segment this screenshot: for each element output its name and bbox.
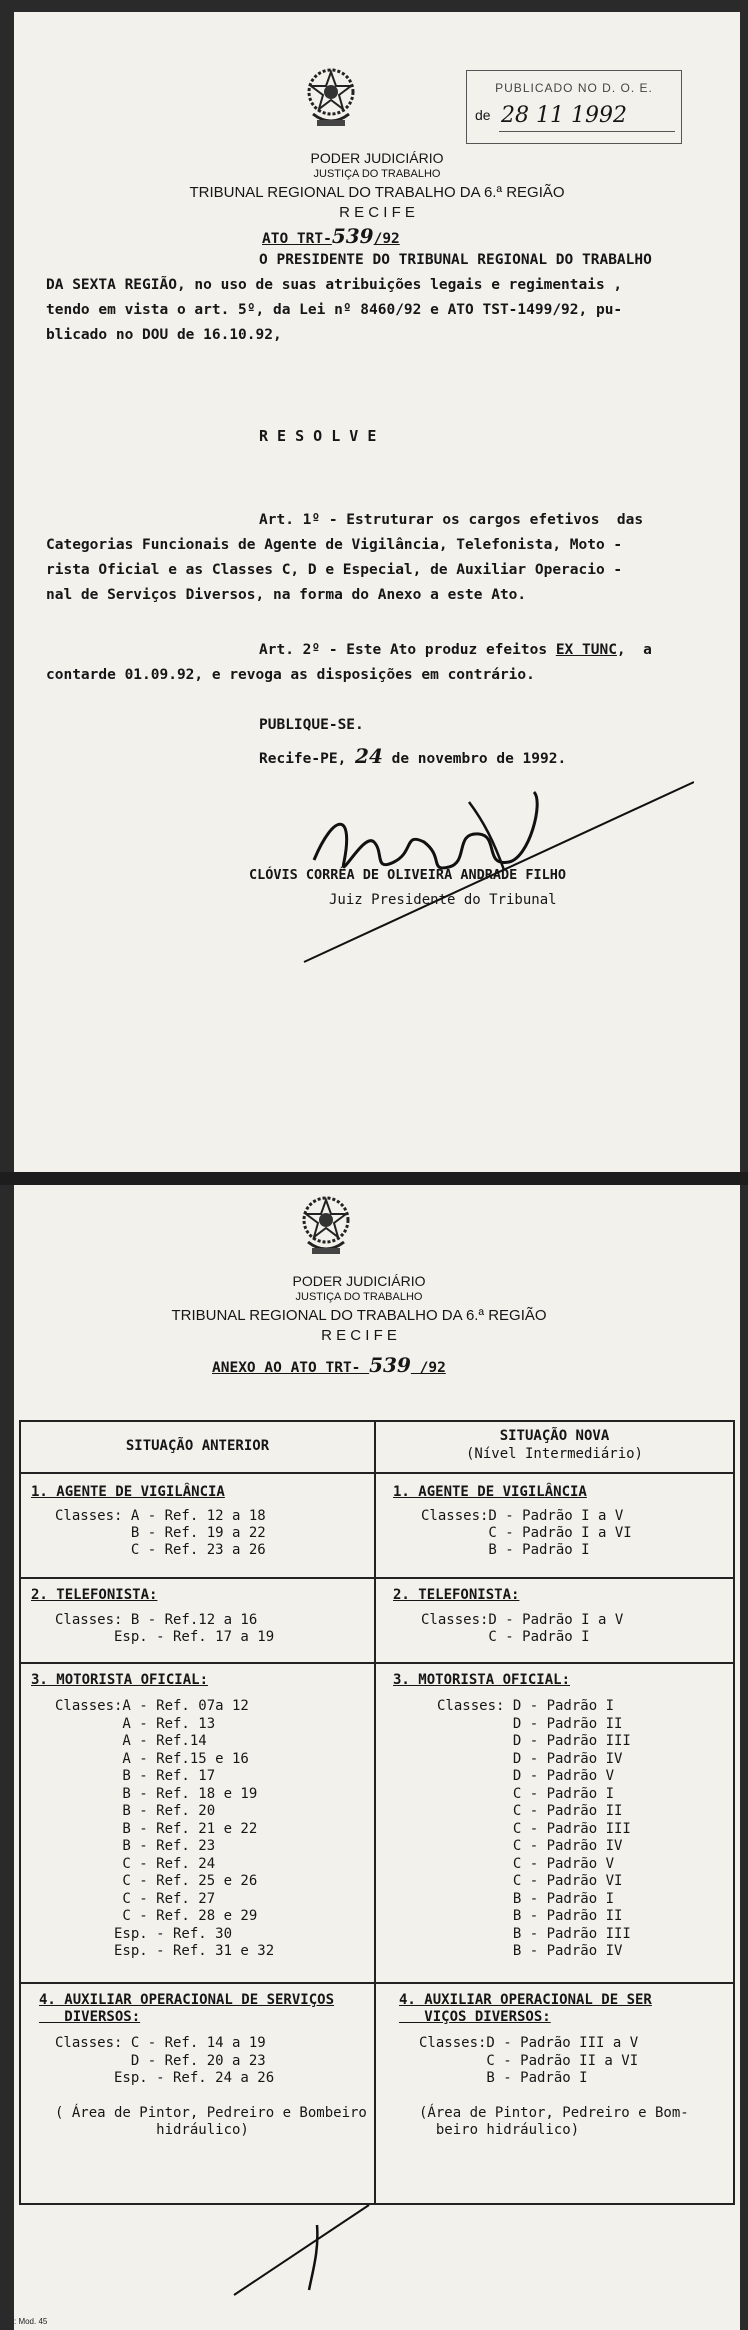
coat-of-arms-emblem: [299, 62, 363, 132]
signer-name: CLÓVIS CORRÊA DE OLIVEIRA ANDRADE FILHO: [249, 867, 566, 883]
section-3-right-line: B - Padrão II: [437, 1908, 623, 1924]
section-2-left-line: Classes: B - Ref.12 a 16: [55, 1612, 258, 1628]
section-3-left-line: C - Ref. 27: [55, 1890, 216, 1907]
stamp-de: de: [475, 107, 491, 123]
signature-date: [259, 744, 566, 768]
section-3-right-line: C - Padrão IV: [437, 1838, 623, 1854]
annex-table: [19, 1420, 735, 2205]
section-4-left-list: [55, 2035, 367, 2140]
act-title-prefix: ATO TRT-: [262, 231, 332, 247]
section-3-left-line: B - Ref. 21 e 22: [55, 1820, 258, 1837]
section-2-left-title: 2. TELEFONISTA:: [31, 1587, 158, 1603]
art2-text-a: Art. 2º - Este Ato produz efeitos: [259, 642, 556, 658]
section-1-left-title: 1. AGENTE DE VIGILÂNCIA: [31, 1484, 225, 1500]
section-3-right-line: C - Padrão III: [437, 1820, 631, 1837]
signer-role: Juiz Presidente do Tribunal: [329, 892, 557, 908]
publication-stamp: [466, 70, 682, 144]
section-2-right-title: 2. TELEFONISTA:: [393, 1587, 520, 1603]
document-page-1: [14, 12, 740, 1172]
section-4-left-line: [55, 2088, 367, 2105]
section-1-left-line: B - Ref. 19 a 22: [55, 1525, 266, 1541]
section-4-right-line: beiro hidráulico): [419, 2122, 580, 2138]
section-2-right-line: Classes:D - Padrão I a V: [421, 1612, 624, 1628]
act-title: [262, 224, 400, 248]
table-row-divider: [21, 1982, 733, 1984]
section-3-right-line: C - Padrão V: [437, 1855, 615, 1872]
table-row-divider: [21, 1472, 733, 1474]
preamble-line-1: O PRESIDENTE DO TRIBUNAL REGIONAL DO TRABALHO: [259, 252, 652, 268]
section-3-right-title: 3. MOTORISTA OFICIAL:: [393, 1672, 571, 1688]
header-recife: R E C I F E: [321, 1327, 397, 1344]
section-2-left-line: Esp. - Ref. 17 a 19: [55, 1629, 275, 1645]
section-4-left-line: hidráulico): [55, 2122, 249, 2138]
section-3-right-line: C - Padrão I: [437, 1785, 615, 1802]
preamble-line-4: blicado no DOU de 16.10.92,: [46, 327, 282, 343]
section-3-right-line: D - Padrão II: [437, 1715, 623, 1732]
section-3-left-line: C - Ref. 28 e 29: [55, 1908, 258, 1924]
section-3-left-list: [55, 1698, 274, 1961]
date-suffix: de novembro de 1992.: [382, 751, 567, 767]
header-tribunal: TRIBUNAL REGIONAL DO TRABALHO DA 6.ª REGIÃO: [171, 1307, 547, 1324]
section-3-right-line: B - Padrão I: [437, 1890, 615, 1907]
header-justica: JUSTIÇA DO TRABALHO: [313, 168, 441, 180]
handwritten-initial-mark: [229, 2195, 379, 2305]
art2-text-c: , a: [616, 642, 652, 658]
section-4-left-line: ( Área de Pintor, Pedreiro e Bombeiro: [55, 2104, 367, 2121]
column-header-nivel: (Nível Intermediário): [465, 1446, 643, 1462]
section-4-right-title-2: VIÇOS DIVERSOS:: [399, 2009, 551, 2025]
header-justica: JUSTIÇA DO TRABALHO: [295, 1291, 423, 1303]
section-3-left-line: C - Ref. 25 e 26: [55, 1873, 258, 1889]
section-4-left-title-2: DIVERSOS:: [39, 2009, 141, 2025]
section-4-right-line: (Área de Pintor, Pedreiro e Bom-: [419, 2104, 689, 2121]
section-3-left-line: C - Ref. 24: [55, 1855, 216, 1872]
art1-line-2: Categorias Funcionais de Agente de Vigilância, Telefonista, Moto -: [46, 537, 623, 553]
header-tribunal: TRIBUNAL REGIONAL DO TRABALHO DA 6.ª REGIÃO: [189, 184, 565, 201]
art2-line-2: contarde 01.09.92, e revoga as disposições em contrário.: [46, 667, 535, 683]
section-3-right-line: C - Padrão VI: [437, 1873, 623, 1889]
art2-ex-tunc: EX TUNC: [555, 642, 617, 658]
section-3-left-line: Esp. - Ref. 31 e 32: [55, 1943, 275, 1959]
preamble-line-2: DA SEXTA REGIÃO, no uso de suas atribuições legais e regimentais ,: [46, 277, 623, 293]
annex-title-prefix: ANEXO AO ATO TRT-: [212, 1360, 370, 1376]
section-3-right-line: C - Padrão II: [437, 1803, 623, 1819]
annex-title: [212, 1353, 446, 1377]
art1-line-4: nal de Serviços Diversos, na forma do Anexo a este Ato.: [46, 587, 527, 603]
act-number: 539: [331, 224, 374, 248]
date-day: 24: [355, 744, 383, 768]
section-1-right-line: Classes:D - Padrão I a V: [421, 1508, 624, 1524]
header-poder-judiciario: PODER JUDICIÁRIO: [292, 1273, 426, 1289]
page-separator: [0, 1172, 748, 1185]
annex-number: 539: [369, 1353, 411, 1377]
section-4-right-line: C - Padrão II a VI: [419, 2052, 639, 2069]
table-row-divider: [21, 1577, 733, 1579]
annex-title-suffix: /92: [410, 1360, 446, 1376]
section-1-right-line: C - Padrão I a VI: [421, 1525, 632, 1541]
section-1-right-title: 1. AGENTE DE VIGILÂNCIA: [393, 1484, 587, 1500]
section-3-right-list: [437, 1698, 631, 1961]
section-3-right-line: D - Padrão IV: [437, 1750, 623, 1767]
header-recife: R E C I F E: [339, 204, 415, 221]
section-4-left-line: Classes: C - Ref. 14 a 19: [55, 2035, 266, 2051]
section-1-left-line: Classes: A - Ref. 12 a 18: [55, 1508, 266, 1524]
stamp-label: PUBLICADO NO D. O. E.: [495, 81, 653, 95]
section-3-left-line: A - Ref. 13: [55, 1715, 216, 1732]
column-header-anterior: SITUAÇÃO ANTERIOR: [125, 1438, 270, 1454]
section-4-right-line: Classes:D - Padrão III a V: [419, 2035, 639, 2051]
section-4-left-line: D - Ref. 20 a 23: [55, 2052, 266, 2069]
section-3-right-line: D - Padrão V: [437, 1768, 615, 1784]
section-3-left-line: Classes:A - Ref. 07a 12: [55, 1698, 249, 1714]
section-4-left-line: Esp. - Ref. 24 a 26: [55, 2070, 275, 2086]
header-poder-judiciario: PODER JUDICIÁRIO: [310, 150, 444, 166]
date-prefix: Recife-PE,: [259, 751, 356, 767]
resolve-heading: R E S O L V E: [259, 427, 377, 445]
section-3-left-line: B - Ref. 23: [55, 1838, 216, 1854]
stamp-underline: [499, 131, 675, 132]
section-3-right-line: D - Padrão III: [437, 1733, 631, 1749]
section-1-right-line: B - Padrão I: [421, 1542, 590, 1558]
section-2-right-line: C - Padrão I: [421, 1629, 590, 1645]
section-1-left-line: C - Ref. 23 a 26: [55, 1542, 266, 1558]
section-3-left-line: B - Ref. 18 e 19: [55, 1785, 258, 1802]
section-4-right-line: B - Padrão I: [419, 2070, 588, 2086]
art1-line-3: rista Oficial e as Classes C, D e Especial, de Auxiliar Operacio -: [46, 562, 623, 578]
art1-line-1: Art. 1º - Estruturar os cargos efetivos das: [259, 512, 644, 528]
act-title-suffix: /92: [373, 231, 400, 247]
publique-se: PUBLIQUE-SE.: [259, 717, 364, 733]
section-3-left-line: B - Ref. 17: [55, 1768, 216, 1784]
section-3-left-line: A - Ref.14: [55, 1733, 207, 1749]
section-3-left-line: Esp. - Ref. 30: [55, 1925, 233, 1942]
section-4-right-list: [419, 2035, 689, 2140]
art2-line-1: [259, 642, 652, 658]
section-3-right-line: B - Padrão III: [437, 1925, 631, 1942]
section-3-left-line: A - Ref.15 e 16: [55, 1750, 249, 1767]
section-3-right-line: Classes: D - Padrão I: [437, 1698, 615, 1714]
table-column-divider: [374, 1422, 376, 2203]
form-footer: : Mod. 45: [14, 2317, 48, 2326]
column-header-nova: SITUAÇÃO NOVA: [499, 1428, 610, 1444]
table-row-divider: [21, 1662, 733, 1664]
section-4-right-title: 4. AUXILIAR OPERACIONAL DE SER: [399, 1992, 652, 2008]
preamble-line-3: tendo em vista o art. 5º, da Lei nº 8460/92 e ATO TST-1499/92, pu-: [46, 302, 623, 318]
section-3-left-line: B - Ref. 20: [55, 1803, 216, 1819]
section-3-left-title: 3. MOTORISTA OFICIAL:: [31, 1672, 209, 1688]
document-page-2: [14, 1185, 740, 2330]
section-4-right-line: [419, 2088, 689, 2105]
section-3-right-line: B - Padrão IV: [437, 1943, 623, 1959]
stamp-date: 28 11 1992: [501, 103, 627, 128]
coat-of-arms-emblem: [294, 1190, 358, 1260]
section-4-left-title: 4. AUXILIAR OPERACIONAL DE SERVIÇOS: [39, 1992, 335, 2008]
